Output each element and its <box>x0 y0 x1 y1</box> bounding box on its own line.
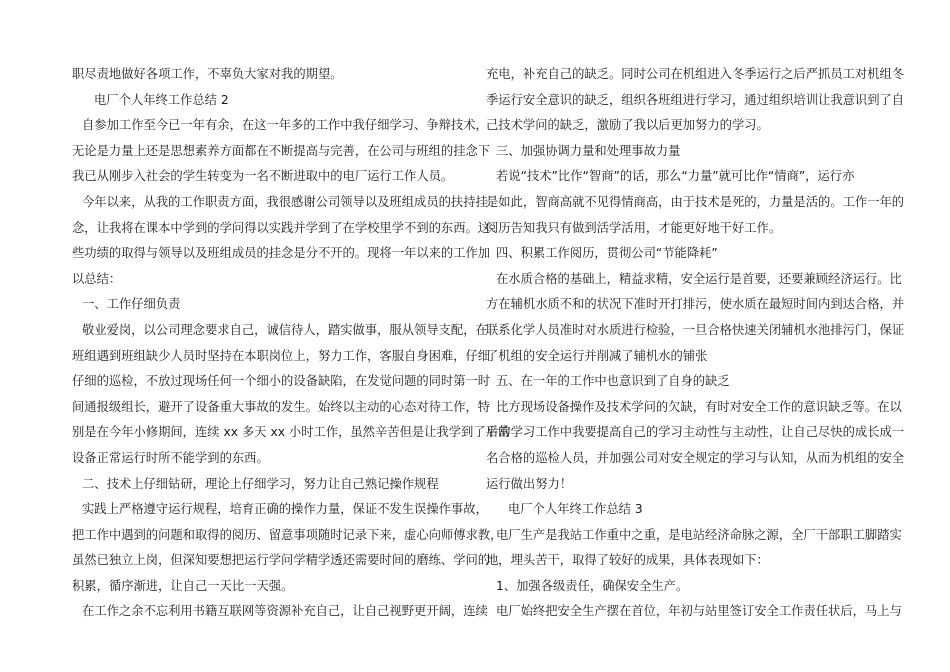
text-line: 别是在今年小修期间，连续 xx 多天 xx 小时工作，虽然辛苦但是让我学到了平常 <box>72 425 511 440</box>
text-line: 些功绩的取得与领导以及班组成员的挂念是分不开的。现将一年以来的工作加 <box>72 246 491 261</box>
text-line: 在工作之余不忘利用书籍互联网等资源补充自己，让自己视野更开阔，连续 <box>82 604 488 619</box>
text-line: 敬业爱岗，以公司理念要求自己，诚信待人，踏实做事，服从领导支配，在 <box>82 322 488 337</box>
text-line: 念，让我将在课本中学到的学问得以实践并学到了在学校里学不到的东西。这 <box>72 220 491 235</box>
text-line: 若说“技术”比作“智商”的话，那么“力量”就可比作“情商”，运行亦 <box>496 169 855 184</box>
text-line: 积累，循序渐进，让自己一天比一天强。 <box>72 578 294 593</box>
text-line: 1、加强各级责任，确保安全生产。 <box>496 578 689 593</box>
text-line: 名合格的巡检人员，并加强公司对安全规定的学习与认知，从而为机组的安全 <box>486 450 905 465</box>
text-line: 间通报级组长，避开了设备重大事故的发生。始终以主动的心态对待工作，特 <box>72 399 491 414</box>
text-line: 比方现场设备操作及技术学问的欠缺，有时对安全工作的意识缺乏等。在以 <box>496 399 902 414</box>
text-line: 五、在一年的工作中也意识到了自身的缺乏 <box>496 374 730 389</box>
text-line: 地，埋头苦干，取得了较好的成果，具体表现如下： <box>486 553 769 568</box>
text-line: 自参加工作至今已一年有余，在这一年多的工作中我仔细学习、争辩技术， <box>82 118 488 133</box>
text-line: 班组遇到班组缺少人员时坚持在本职岗位上，努力工作，客服自身困难，仔细 <box>72 348 491 363</box>
text-line: 季运行安全意识的缺乏，组织各班组进行学习，通过组织培训让我意识到了自 <box>486 92 905 107</box>
text-line: 虽然已独立上岗，但深知要想把运行学问学精学透还需要时间的磨练、学问的 <box>72 553 491 568</box>
text-line: 以总结： <box>72 271 122 286</box>
text-line: 电厂始终把安全生产摆在首位，年初与站里签订安全工作责任状后，马上与 <box>496 604 902 619</box>
text-line: 我已从刚步入社会的学生转变为一名不断进取中的电厂运行工作人员。 <box>72 169 454 184</box>
text-line: 电厂个人年终工作总结 3 <box>508 502 643 517</box>
text-line: 设备正常运行时所不能学到的东西。 <box>72 450 269 465</box>
text-line: 阅历告知我只有做到活学活用，才能更好地干好工作。 <box>486 220 782 235</box>
text-line: 方在辅机水质不和的状况下准时开打排污，使水质在最短时间内到达合格，并 <box>486 297 905 312</box>
text-line: 把工作中遇到的问题和取得的阅历、留意事项随时记录下来，虚心向师傅求教， <box>72 527 503 542</box>
text-line: 己技术学问的缺乏，激励了我以后更加努力的学习。 <box>486 118 769 133</box>
text-line: 后的学习工作中我要提高自己的学习主动性与主动性，让自己尽快的成长成一 <box>486 425 905 440</box>
left-column <box>72 62 511 625</box>
text-line: 联系化学人员准时对水质进行检验，一旦合格快速关闭辅机水池排污门，保证 <box>486 322 905 337</box>
text-line: 今年以来，从我的工作职责方面，我很感谢公司领导以及班组成员的扶持挂 <box>82 194 488 209</box>
text-line: 是如此，智商高就不见得情商高，由于技术是死的，力量是活的。工作一年的 <box>486 194 905 209</box>
text-line: 二、技术上仔细钻研，理论上仔细学习，努力让自己熟记操作规程 <box>82 476 439 491</box>
text-line: 了机组的安全运行并削减了辅机水的铺张 <box>486 348 708 363</box>
text-line: 四、积累工作阅历，贯彻公司“节能降耗” <box>496 246 718 261</box>
text-line: 无论是力量上还是思想素养方面都在不断提高与完善，在公司与班组的挂念下 <box>72 143 491 158</box>
text-line: 一、工作仔细负责 <box>82 297 181 312</box>
text-line: 仔细的巡检，不放过现场任何一个细小的设备缺陷，在发觉问题的同时第一时 <box>72 374 491 389</box>
text-line: 在水质合格的基础上，精益求精，安全运行是首要，还要兼顾经济运行。比 <box>496 271 902 286</box>
text-line: 实践上严格遵守运行规程，培育正确的操作力量，保证不发生误操作事故， <box>82 502 488 517</box>
text-line: 充电，补充自己的缺乏。同时公司在机组进入冬季运行之后严抓员工对机组冬 <box>486 67 905 81</box>
text-line: 电厂个人年终工作总结 2 <box>94 92 229 107</box>
text-line: 电厂生产是我站工作重中之重，是电站经济命脉之源，全厂干部职工脚踏实 <box>496 527 902 542</box>
text-line: 职尽责地做好各项工作，不辜负大家对我的期望。 <box>72 67 343 81</box>
text-line: 运行做出努力！ <box>486 476 573 491</box>
right-column <box>486 62 905 625</box>
text-line: 三、加强协调力量和处理事故力量 <box>496 143 681 158</box>
